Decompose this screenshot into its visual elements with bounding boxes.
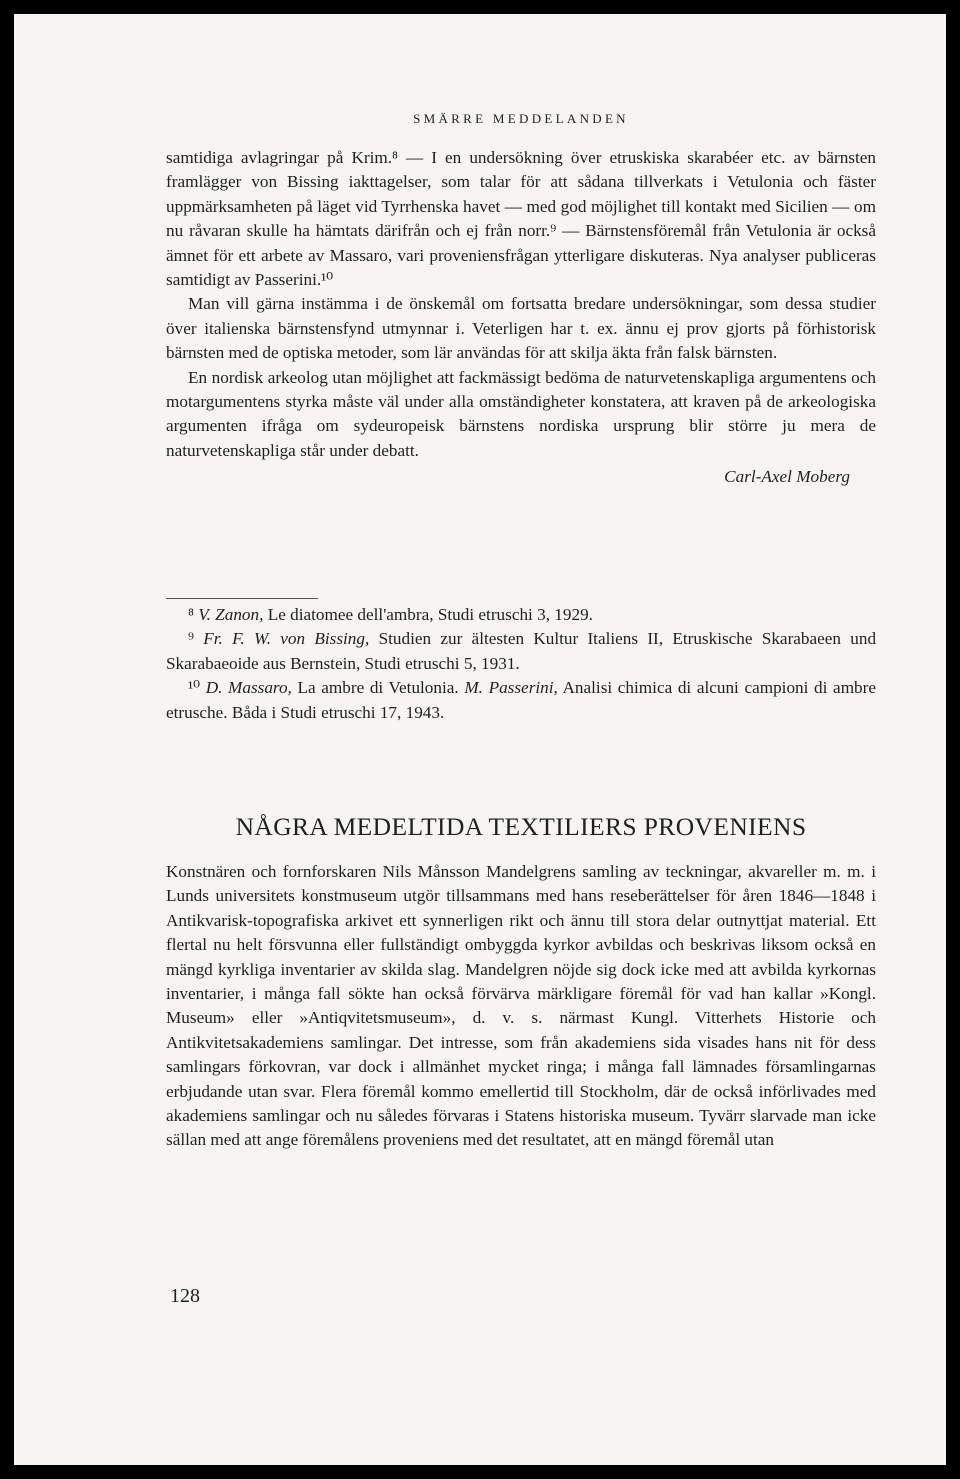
- footnote-text: Le diatomee dell'ambra, Studi etruschi 3, 1929.: [267, 605, 593, 624]
- footnote-mark: ⁸: [188, 605, 194, 624]
- footnote-author: V. Zanon,: [198, 605, 264, 624]
- footnote-divider: [166, 598, 318, 599]
- article-title: NÅGRA MEDELTIDA TEXTILIERS PROVENIENS: [235, 812, 807, 841]
- article-body-second: [166, 860, 876, 1153]
- article-body: [166, 146, 876, 490]
- footnote-author-second: M. Passerini,: [464, 678, 558, 698]
- article-paragraph-1: samtidiga avlagringar på Krim.⁸ — I en undersökning över etruskiska skarabéer etc. av bärnsten framlägger von Bissing iakttagelser, som talar för att sådana tillverkats i Vetulonia och fäster uppmärksamheten på läget vid Tyrrhenska havet — med god möjlighet till kontakt med Sicilien — om nu råvaran skulle ha hämtats därifrån och ej från norr.⁹ — Bärnstensföremål från Vetulonia är också ämnet för ett arbete av Massaro, vari proveniensfrågan ytterligare diskuteras. Nya analyser publiceras samtidigt av Passerini.¹⁰: [166, 148, 876, 290]
- footnotes: [166, 598, 876, 725]
- page-number: 128: [170, 1285, 200, 1307]
- footnote-author: D. Massaro,: [205, 678, 292, 698]
- running-head: SMÄRRE MEDDELANDEN: [413, 111, 629, 126]
- article-paragraph: Konstnären och fornforskaren Nils Månsson Mandelgrens samling av teckningar, akvareller m. m. i Lunds universitets konstmuseum utgör tillsammans med hans reseberättelser för åren 1846—1848 i Antikvarisk-topografiska arkivet ett synnerligen rikt och ännu till stora delar outnyttjat material. Ett flertal nu helt försvunna eller fullständigt ombyggda kyrkor avbildas och beskrivas liksom också en mängd kyrkliga inventarier av skilda slag. Mandelgren nöjde sig dock icke med att avbilda kyrkornas inventarier, i många fall sökte han också förvärva märkligare föremål för vad han kallar »Kongl. Museum» eller »Antiqvitetsmuseum», d. v. s. närmast Kungl. Vitterhets Historie och Antikvitetsakademiens samlingar. Det intresse, som från akademiens sida visades hans nit för dess samlingars förkovran, var dock i allmänhet mycket ringa; i många fall lämnades församlingarnas erbjudande utan svar. Flera föremål kommo emellertid till Stockholm, där de också införlivades med akademiens samlingar och nu således förvaras i Statens historiska museum. Tyvärr slarvade man icke sällan med att ange föremålens proveniens med det resultatet, att en mängd föremål utan: [166, 862, 876, 1150]
- article-paragraph-3: En nordisk arkeolog utan möjlighet att fackmässigt bedöma de naturvetenskapliga argumentens och motargumentens styrka måste väl under alla omständigheter konstatera, att kraven på de arkeologiska argumenten ifråga om sydeuropeisk bärnstens nordiska ursprung blir större ju mera de naturvetenskapliga står under debatt.: [166, 367, 876, 460]
- author-signature: Carl-Axel Moberg: [724, 467, 850, 487]
- footnote-8: [166, 603, 876, 627]
- article-paragraph-2: Man vill gärna instämma i de önskemål om fortsatta bredare undersökningar, som dessa studier över italienska bärnstensfynd utmynnar i. Veterligen har t. ex. ännu ej prov gjorts på förhistorisk bärnsten med de optiska metoder, som lär användas för att skilja äkta från falsk bärnsten.: [166, 294, 876, 363]
- footnote-9: [166, 627, 876, 676]
- footnote-mark: ¹⁰: [188, 678, 201, 698]
- footnote-mark: ⁹: [188, 629, 194, 649]
- footnote-author: Fr. F. W. von Bissing,: [203, 629, 370, 649]
- footnote-10: [166, 676, 876, 725]
- document-page: [14, 14, 946, 1465]
- footnote-text: La ambre di Vetulonia.: [297, 678, 459, 698]
- footnote-text-second: Analisi chimica di alcuni campioni di ambre etrusche. Båda i Studi etruschi 17, 1943.: [166, 678, 877, 722]
- footnote-text: Studien zur ältesten Kultur Italiens II, Etruskische Skarabaeen und Skarabaeoide aus Bernstein, Studi etruschi 5, 1931.: [166, 629, 877, 673]
